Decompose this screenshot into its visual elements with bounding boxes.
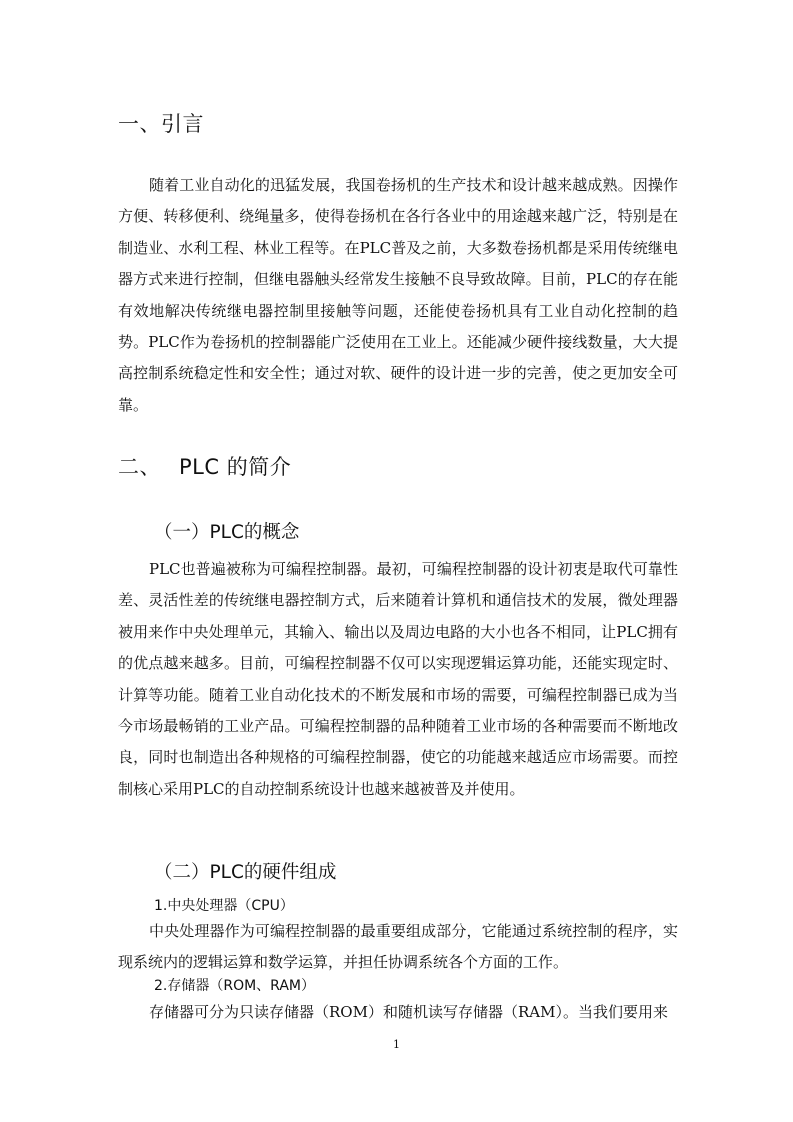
- memory-paragraph: 存储器可分为只读存储器（ROM）和随机读写存储器（RAM）。当我们要用来: [149, 1003, 668, 1021]
- section-title: 引言: [161, 112, 204, 136]
- section-heading-plc-overview: [118, 453, 291, 481]
- section-number: 一、: [118, 112, 161, 136]
- subsection-heading-plc-concept: （一）PLC的概念: [154, 522, 300, 543]
- plc-concept-paragraph: PLC也普遍被称为可编程控制器。最初，可编程控制器的设计初衷是取代可靠性差、灵活性差的传统继电器控制方式，后来随着计算机和通信技术的发展，微处理器被用来作中央处理单元，其输入、输出以及周边电路的大小也各不相同，让PLC拥有的优点越来越多。目前，可编程控制器不仅可以实现逻辑运算功能，还能实现定时、计算等功能。随着工业自动化技术的不断发展和市场的需要，可编程控制器已成为当今市场最畅销的工业产品。可编程控制器的品种随着工业市场的各种需要而不断地改良，同时也制造出各种规格的可编程控制器，使它的功能越来越适应市场需要。而控制核心采用PLC的自动控制系统设计也越来越被普及并使用。: [118, 560, 678, 798]
- section-heading-introduction: [118, 110, 204, 138]
- item-heading-cpu: 1.中央处理器（CPU）: [154, 898, 294, 914]
- item-heading-memory: 2.存储器（ROM、RAM）: [154, 978, 315, 994]
- introduction-paragraph: 随着工业自动化的迅猛发展，我国卷扬机的生产技术和设计越来越成熟。因操作方便、转移便利、绕绳量多，使得卷扬机在各行各业中的用途越来越广泛，特别是在制造业、水利工程、林业工程等。在PLC普及之前，大多数卷扬机都是采用传统继电器方式来进行控制，但继电器触头经常发生接触不良导致故障。目前，PLC的存在能有效地解决传统继电器控制里接触等问题，还能使卷扬机具有工业自动化控制的趋势。PLC作为卷扬机的控制器能广泛使用在工业上。还能减少硬件接线数量，大大提高控制系统稳定性和安全性；通过对软、硬件的设计进一步的完善，使之更加安全可靠。: [118, 176, 678, 414]
- section-number: 二、: [118, 455, 161, 479]
- subsection-heading-plc-hardware: （二）PLC的硬件组成: [154, 862, 337, 883]
- page-number: 1: [393, 1038, 400, 1051]
- cpu-paragraph: 中央处理器作为可编程控制器的最重要组成部分，它能通过系统控制的程序，实现系统内的逻辑运算和数学运算，并担任协调系统各个方面的工作。: [118, 922, 678, 971]
- section-title: PLC 的简介: [179, 455, 292, 479]
